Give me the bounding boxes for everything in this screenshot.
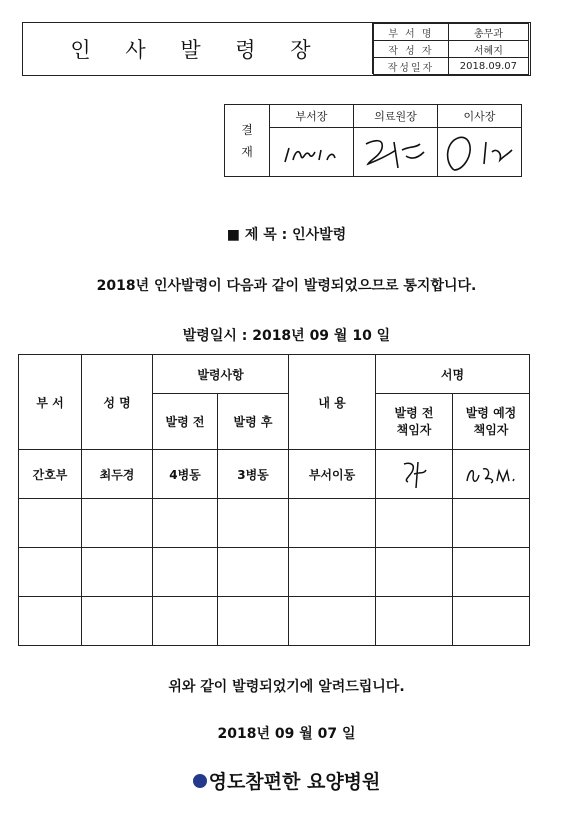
empty-cell	[376, 597, 453, 646]
footer-date: 2018년 09 월 07 일	[217, 726, 356, 742]
approval-role-dept-head: 부서장	[270, 105, 354, 128]
signature-before	[394, 456, 434, 492]
header-after: 발령 후	[218, 394, 289, 450]
empty-cell	[453, 597, 530, 646]
meta-label-author: 작 성 자	[374, 41, 449, 58]
header-content: 내 용	[289, 355, 376, 450]
document-title: 인 사 발 령 장	[23, 23, 373, 74]
header-dept: 부 서	[19, 355, 82, 450]
hospital-signature-line	[0, 767, 573, 794]
cell-content: 부서이동	[289, 450, 376, 499]
signature-dept-head	[277, 134, 347, 170]
empty-cell	[19, 548, 82, 597]
approval-signature-chairman	[438, 128, 522, 177]
approval-signature-medical-director	[354, 128, 438, 177]
empty-cell	[289, 548, 376, 597]
hospital-name: 영도참편한 요양병원	[208, 771, 381, 793]
hospital-logo-icon	[193, 774, 207, 788]
header-sig-before	[376, 394, 453, 450]
signature-chairman	[440, 130, 520, 174]
cell-before: 4병동	[153, 450, 218, 499]
empty-cell	[218, 597, 289, 646]
personnel-order-table	[18, 354, 530, 646]
approval-side-label	[225, 105, 270, 177]
cell-sig-after	[453, 450, 530, 499]
document-meta-table	[373, 23, 529, 75]
empty-cell	[19, 597, 82, 646]
empty-cell	[289, 597, 376, 646]
signature-medical-director	[360, 130, 432, 174]
cell-dept: 간호부	[19, 450, 82, 499]
empty-cell	[289, 499, 376, 548]
approval-role-medical-director: 의료원장	[354, 105, 438, 128]
approval-signature-dept-head	[270, 128, 354, 177]
header-sig-after-line1: 발령 예정	[465, 405, 517, 420]
meta-label-department: 부 서 명	[374, 24, 449, 41]
table-row	[19, 499, 530, 548]
empty-cell	[153, 499, 218, 548]
approval-side-label-1: 결	[241, 122, 253, 137]
subject-line: ■ 제 목 : 인사발령	[226, 227, 347, 243]
meta-value-author: 서혜지	[448, 41, 528, 58]
header-before: 발령 전	[153, 394, 218, 450]
header-order: 발령사항	[153, 355, 289, 394]
empty-cell	[218, 499, 289, 548]
approval-role-chairman: 이사장	[438, 105, 522, 128]
empty-cell	[153, 548, 218, 597]
issue-datetime: 발령일시 : 2018년 09 월 10 일	[182, 328, 391, 344]
header-sig-after-line2: 책임자	[473, 422, 509, 437]
empty-cell	[19, 499, 82, 548]
meta-value-date: 2018.09.07	[448, 58, 528, 75]
empty-cell	[82, 499, 153, 548]
empty-cell	[82, 548, 153, 597]
header-sig-before-line2: 책임자	[396, 422, 432, 437]
empty-cell	[453, 499, 530, 548]
approval-table	[224, 104, 522, 177]
footer-notice: 위와 같이 발령되었기에 알려드립니다.	[168, 679, 405, 695]
notice-text: 2018년 인사발령이 다음과 같이 발령되었으므로 통지합니다.	[96, 278, 477, 294]
header-name: 성 명	[82, 355, 153, 450]
empty-cell	[453, 548, 530, 597]
empty-cell	[376, 499, 453, 548]
empty-cell	[376, 548, 453, 597]
cell-after: 3병동	[218, 450, 289, 499]
header-signature: 서명	[376, 355, 530, 394]
cell-name: 최두경	[82, 450, 153, 499]
meta-value-department: 총무과	[448, 24, 528, 41]
empty-cell	[82, 597, 153, 646]
signature-after	[461, 459, 521, 489]
table-row	[19, 450, 530, 499]
table-row	[19, 597, 530, 646]
table-row	[19, 548, 530, 597]
meta-label-date: 작성일자	[374, 58, 449, 75]
empty-cell	[153, 597, 218, 646]
header-sig-before-line1: 발령 전	[394, 405, 434, 420]
header-sig-after	[453, 394, 530, 450]
approval-side-label-2: 재	[241, 144, 253, 159]
document-header	[22, 22, 531, 76]
empty-cell	[218, 548, 289, 597]
cell-sig-before	[376, 450, 453, 499]
